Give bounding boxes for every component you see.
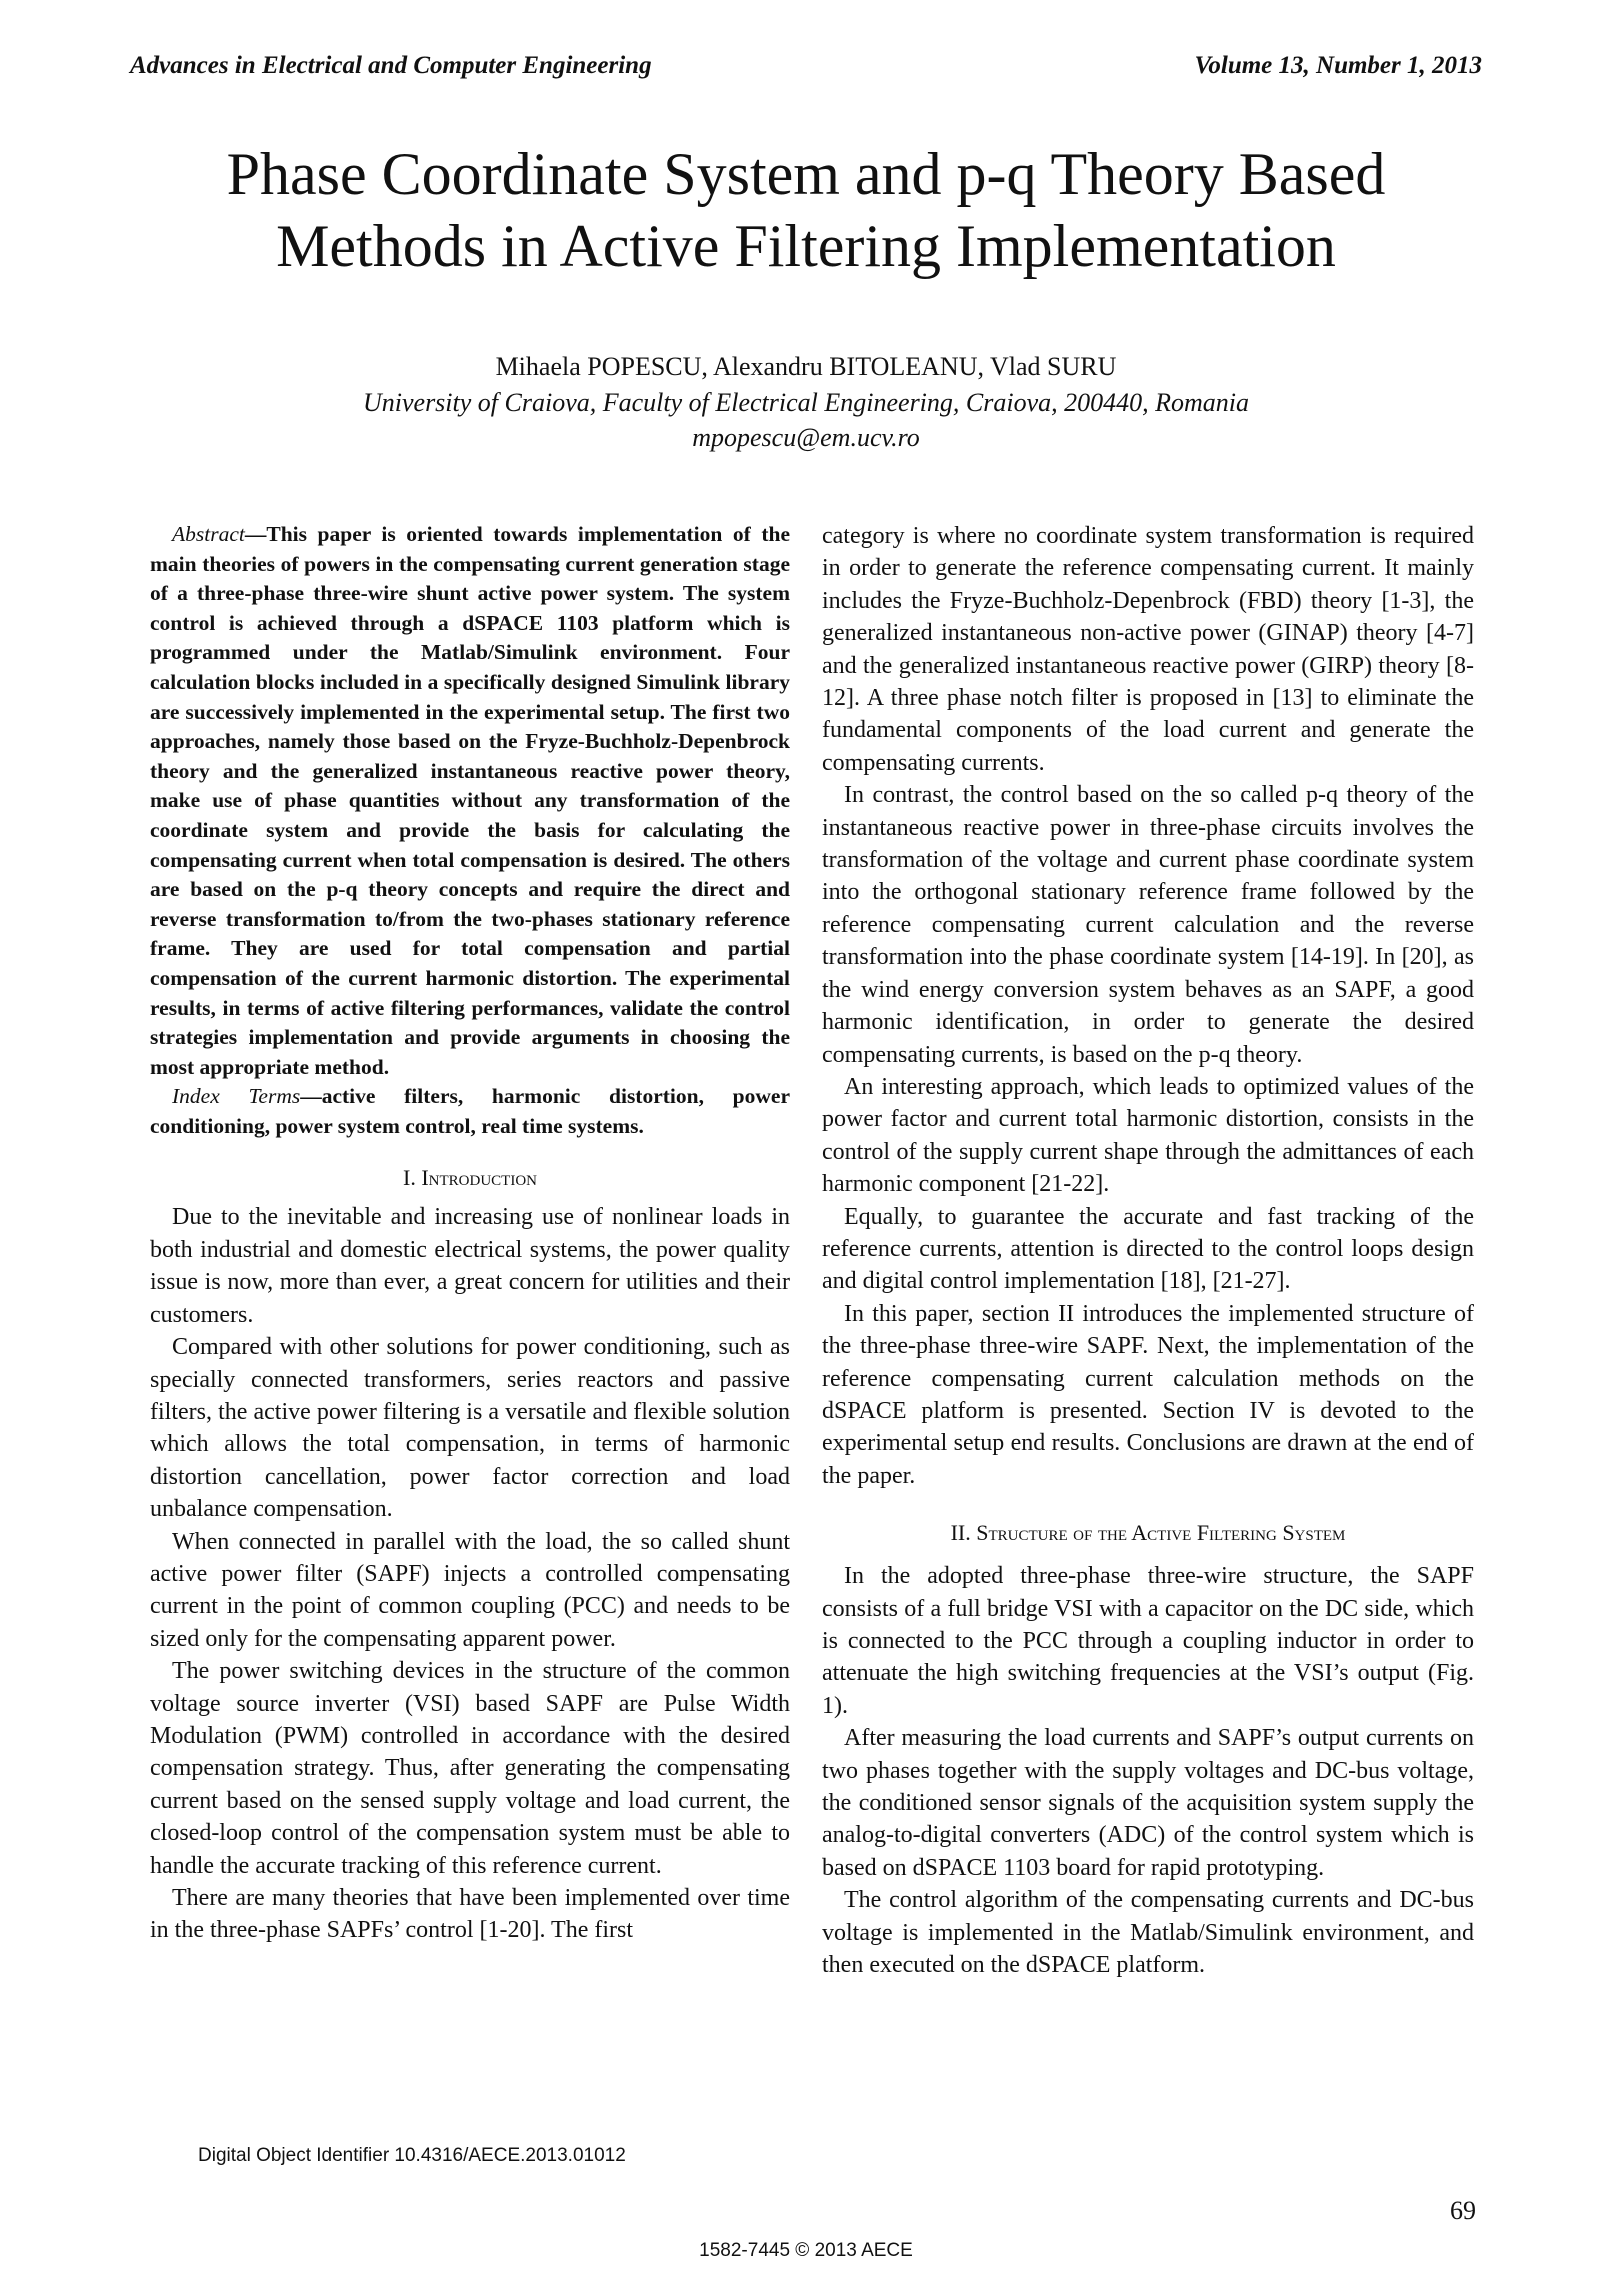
intro-paragraph-2: Compared with other solutions for power conditioning, such as specially connected transformers, series reactors and passive filters, the active power filtering is a versatile and flexible solution which allows the total compensation, in terms of harmonic distortion cancellation, power factor correction and load unbalance compensation. bbox=[150, 1334, 790, 1523]
title-line-1: Phase Coordinate System and p-q Theory Based bbox=[226, 141, 1386, 207]
running-header bbox=[130, 52, 1482, 86]
structure-paragraph-3: The control algorithm of the compensating currents and DC-bus voltage is implemented in the Matlab/Simulink environment, and then executed on the dSPACE platform. bbox=[822, 1887, 1474, 1979]
volume-info: Volume 13, Number 1, 2013 bbox=[1194, 52, 1482, 79]
left-column bbox=[150, 520, 790, 1947]
page-number: 69 bbox=[1450, 2196, 1476, 2225]
intro-paragraph-6: category is where no coordinate system transformation is required in order to generate the reference compensating current. It mainly includes the Fryze-Buchholz-Depenbrock (FBD) theory [1-3], the generalized instantaneous non-active power (GINAP) theory [4-7] and the generalized instantaneous reactive power (GIRP) theory [8-12]. A three phase notch filter is proposed in [13] to eliminate the fundamental components of the load current and generate the compensating currents. bbox=[822, 523, 1474, 776]
intro-paragraph-5: There are many theories that have been implemented over time in the three-phase SAPFs’ control [1-20]. The first bbox=[150, 1885, 790, 1944]
section-heading-introduction: I. Introduction bbox=[403, 1165, 537, 1191]
intro-paragraph-1: Due to the inevitable and increasing use of nonlinear loads in both industrial and domestic electrical systems, the power quality issue is now, more than ever, a great concern for utilities and their customers. bbox=[150, 1204, 790, 1328]
structure-paragraph-1: In the adopted three-phase three-wire structure, the SAPF consists of a full bridge VSI with a capacitor on the DC side, which is connected to the PCC through a coupling inductor in order to attenuate the high switching frequencies at the VSI’s output (Fig. 1). bbox=[822, 1563, 1474, 1719]
structure-paragraph-2: After measuring the load currents and SAPF’s output currents on two phases together with the supply voltages and DC-bus voltage, the conditioned sensor signals of the acquisition system supply the analog-to-digital converters (ADC) of the control system which is based on dSPACE 1103 board for rapid prototyping. bbox=[822, 1725, 1474, 1881]
intro-paragraph-8: An interesting approach, which leads to optimized values of the power factor and current total harmonic distortion, consists in the control of the supply current shape through the admittances of each harmonic component [21-22]. bbox=[822, 1073, 1474, 1198]
abstract bbox=[150, 520, 790, 1082]
author-list: Mihaela POPESCU, Alexandru BITOLEANU, Vlad SURU bbox=[495, 352, 1117, 381]
abstract-lead: Abstract bbox=[172, 522, 245, 546]
abstract-text: —This paper is oriented towards implementation of the main theories of powers in the compensating current generation stage of a three-phase three-wire shunt active power system. The system control is achieved through a dSPACE 1103 platform which is programmed under the Matlab/Simulink environment. Four calculation blocks included in a specifically designed Simulink library are successively implemented in the experimental setup. The first two approaches, namely those based on the Fryze-Buchholz-Depenbrock theory and the generalized instantaneous reactive power theory, make use of phase quantities without any transformation of the coordinate system and provide the basis for calculating the compensating current when total compensation is desired. The others are based on the p-q theory concepts and require the direct and reverse transformation to/from the two-phases stationary reference frame. They are used for total compensation and partial compensation of the current harmonic distortion. The experimental results, in terms of active filtering performances, validate the control strategies implementation and provide arguments in choosing the most appropriate method. bbox=[150, 522, 790, 1079]
index-terms-lead: Index Terms bbox=[172, 1084, 301, 1109]
index-terms bbox=[150, 1082, 790, 1141]
index-terms-text: —active filters, harmonic distortion, power conditioning, power system control, real time systems. bbox=[150, 1084, 790, 1138]
right-column bbox=[822, 520, 1474, 1981]
intro-paragraph-10: In this paper, section II introduces the implemented structure of the three-phase three-wire SAPF. Next, the implementation of the reference compensating current calculation methods on the dSPACE platform is presented. Section IV is devoted to the experimental setup end results. Conclusions are drawn at the end of the paper. bbox=[822, 1300, 1474, 1489]
intro-paragraph-9: Equally, to guarantee the accurate and fast tracking of the reference currents, attention is directed to the control loops design and digital control implementation [18], [21-27]. bbox=[822, 1203, 1474, 1295]
intro-paragraph-3: When connected in parallel with the load, the so called shunt active power filter (SAPF) injects a controlled compensating current in the point of common coupling (PCC) and needs to be sized only for the compensating apparent power. bbox=[150, 1528, 790, 1652]
intro-paragraph-4: The power switching devices in the structure of the common voltage source inverter (VSI) based SAPF are Pulse Width Modulation (PWM) controlled in accordance with the desired compensation strategy. Thus, after generating the compensating current based on the sensed supply voltage and load current, the closed-loop control of the compensation system must be able to handle the accurate tracking of this reference current. bbox=[150, 1658, 790, 1879]
title-line-2: Methods in Active Filtering Implementation bbox=[276, 213, 1336, 279]
doi-footnote: Digital Object Identifier 10.4316/AECE.2013.01012 bbox=[198, 2145, 626, 2166]
author-affiliation: University of Craiova, Faculty of Electrical Engineering, Craiova, 200440, Romania bbox=[362, 388, 1250, 417]
issn-copyright: 1582-7445 © 2013 AECE bbox=[699, 2240, 913, 2261]
section-heading-structure: II. Structure of the Active Filtering System bbox=[950, 1520, 1346, 1546]
author-email: mpopescu@em.ucv.ro bbox=[692, 423, 920, 452]
journal-name: Advances in Electrical and Computer Engineering bbox=[130, 52, 652, 79]
paper-title bbox=[100, 138, 1512, 282]
intro-paragraph-7: In contrast, the control based on the so called p-q theory of the instantaneous reactive power in three-phase circuits involves the transformation of the voltage and current phase coordinate system into the orthogonal stationary reference frame followed by the reference compensating current calculation and the reverse transformation into the phase coordinate system [14-19]. In [20], as the wind energy conversion system behaves as an SAPF, a good harmonic identification, in order to generate the desired compensating currents, is based on the p-q theory. bbox=[822, 782, 1474, 1068]
